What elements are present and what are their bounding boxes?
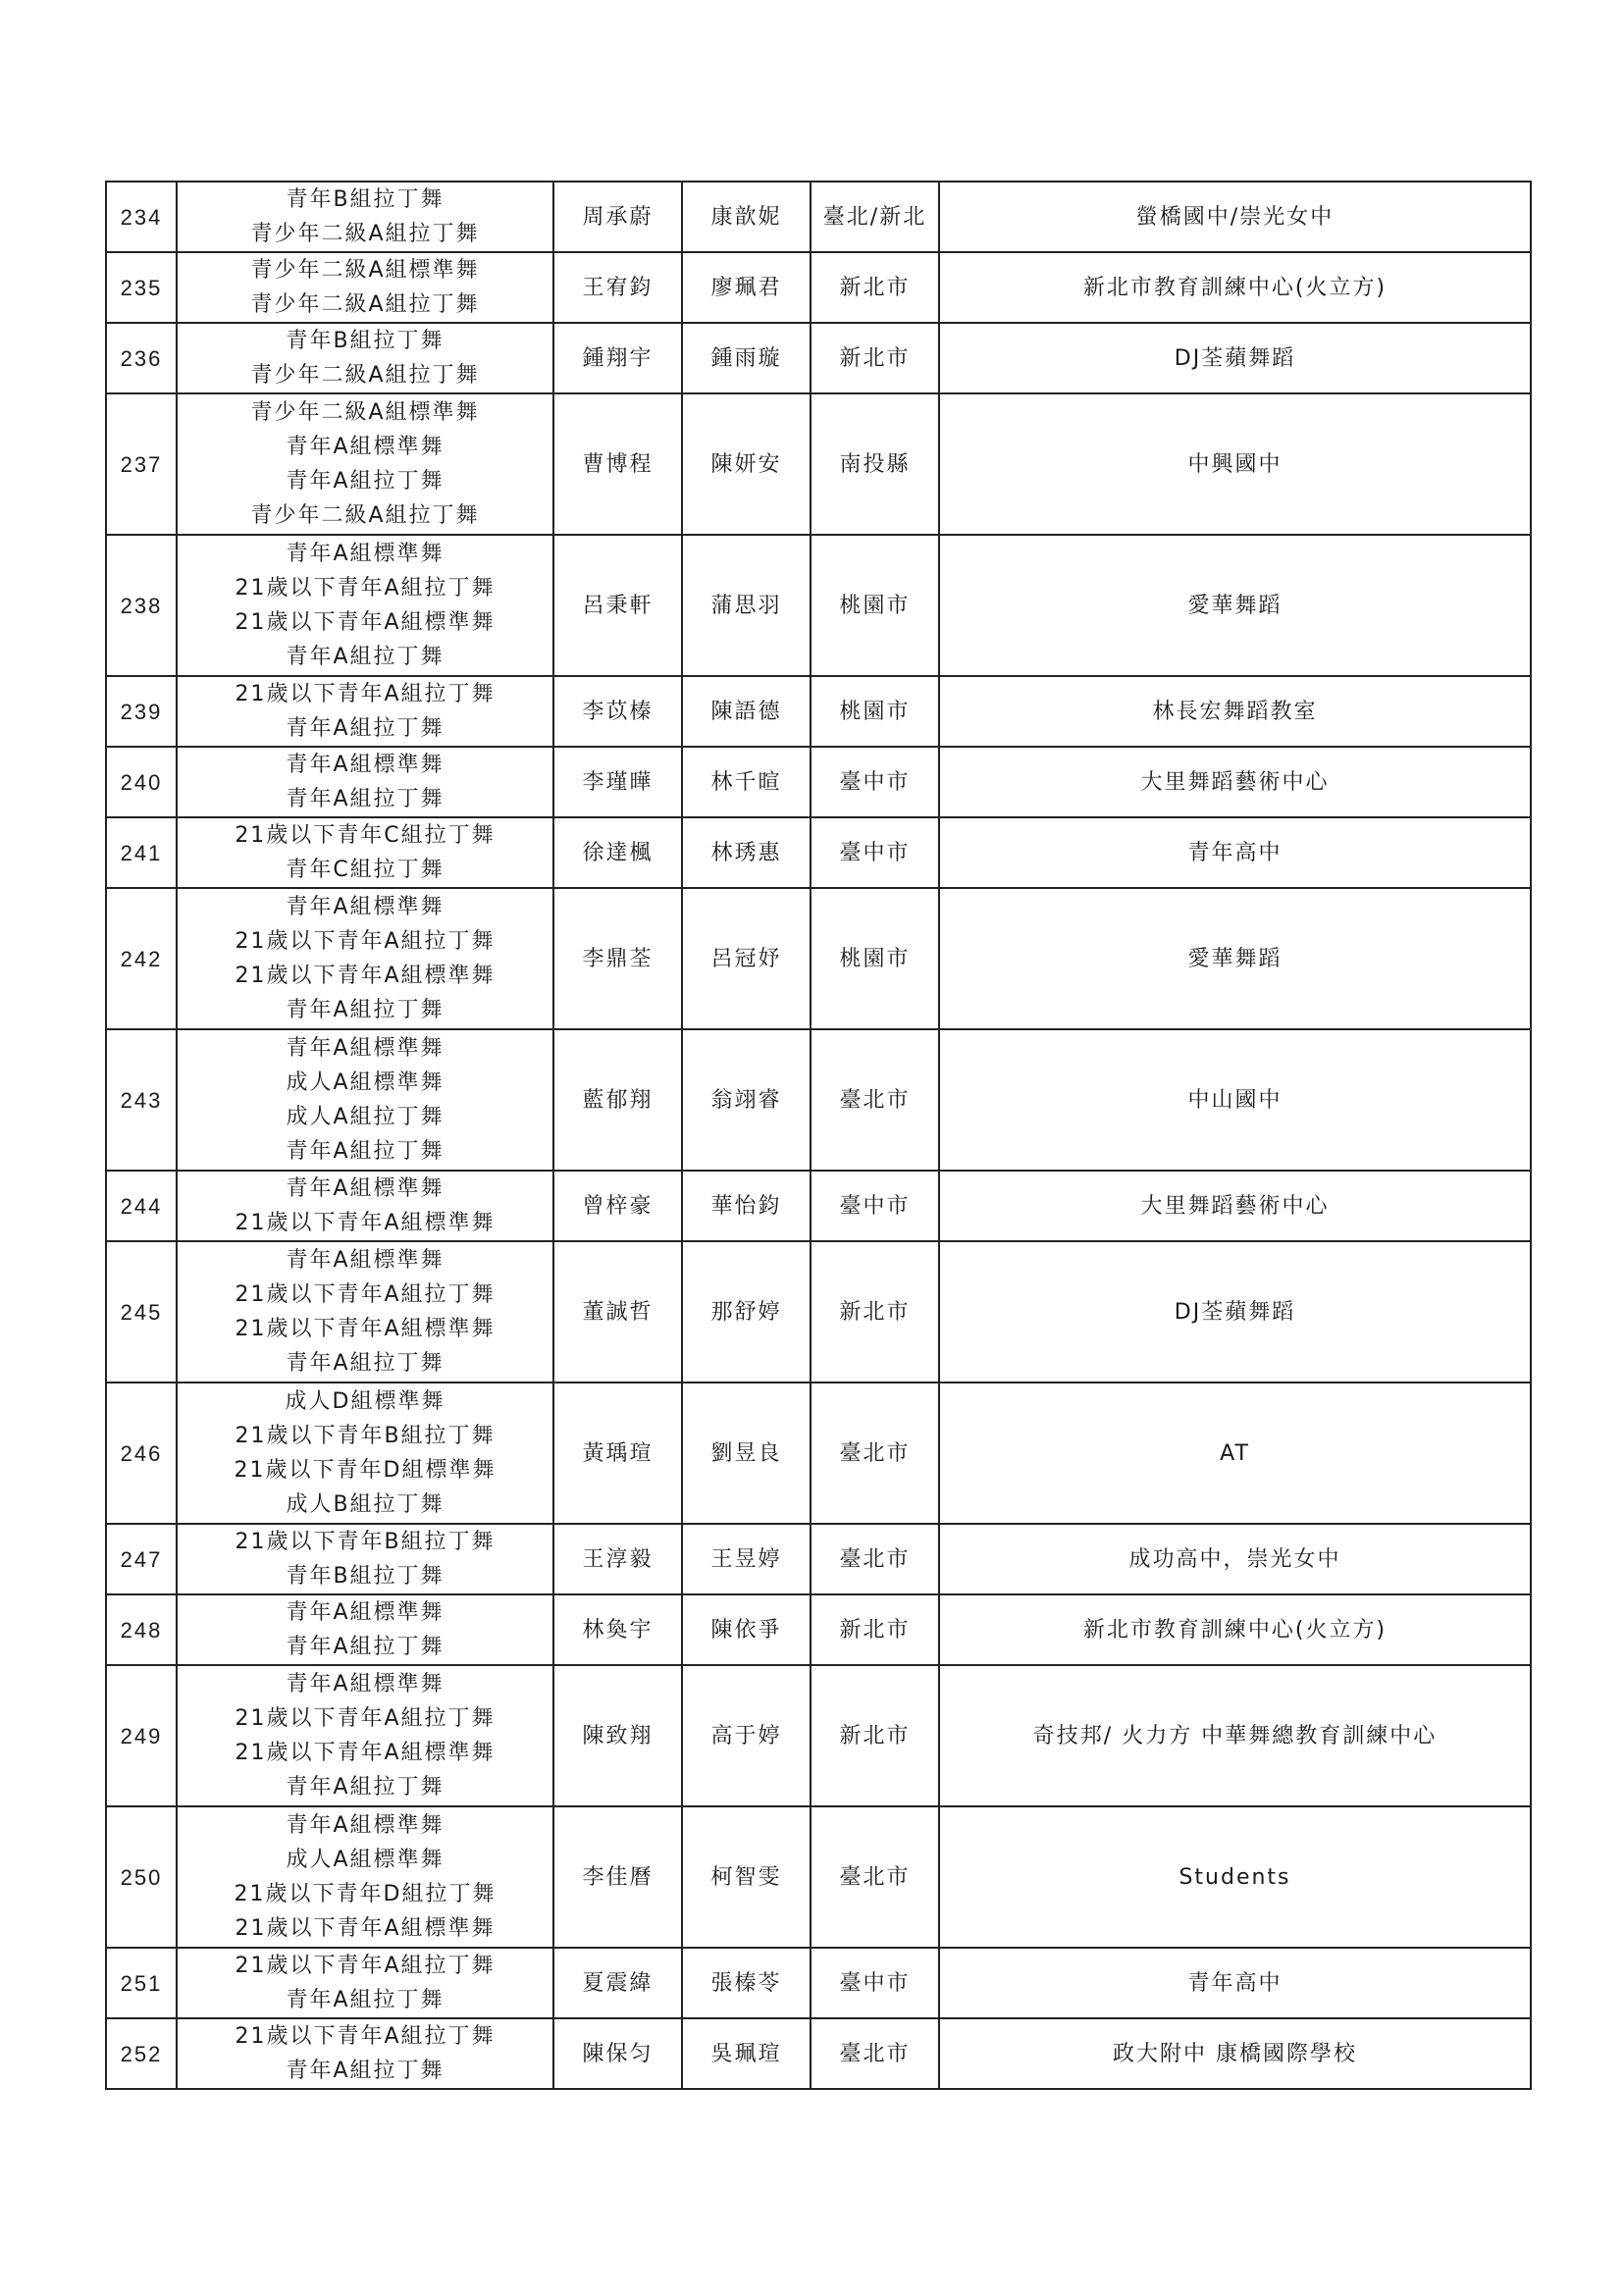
school-cell: AT: [939, 1383, 1531, 1524]
school-cell: 愛華舞蹈: [939, 888, 1531, 1029]
event-line: 青年A組拉丁舞: [286, 2059, 445, 2083]
lead-dancer-cell: 李佳曆: [553, 1806, 682, 1948]
event-line: 青年A組標準舞: [286, 542, 445, 566]
entry-number-cell: 245: [106, 1241, 177, 1383]
event-line: 青年A組標準舞: [286, 1813, 445, 1838]
lead-dancer-cell: 曾梓豪: [553, 1171, 682, 1241]
partner-dancer-cell: 王昱婷: [682, 1524, 811, 1594]
events-cell: [177, 817, 553, 888]
event-line: 青年A組拉丁舞: [286, 787, 445, 811]
city-cell: 南投縣: [811, 393, 939, 535]
city-cell: 臺北市: [811, 1806, 939, 1948]
event-line: 青年A組拉丁舞: [286, 1351, 445, 1376]
city-cell: 桃園市: [811, 676, 939, 747]
event-line: 青年C組拉丁舞: [286, 858, 445, 882]
partner-dancer-cell: 翁翊睿: [682, 1029, 811, 1171]
lead-dancer-cell: 董誠哲: [553, 1241, 682, 1383]
registration-table: [105, 181, 1532, 2090]
event-line: 青少年二級A組拉丁舞: [250, 503, 480, 528]
entry-number-cell: 241: [106, 817, 177, 888]
event-line: 21歲以下青年D組標準舞: [234, 1458, 497, 1483]
partner-dancer-cell: 蒲思羽: [682, 535, 811, 676]
event-line: 21歲以下青年A組拉丁舞: [235, 1282, 496, 1307]
event-line: 青年A組標準舞: [286, 1176, 445, 1201]
school-cell: 奇技邦/ 火力方 中華舞總教育訓練中心: [939, 1665, 1531, 1806]
lead-dancer-cell: 鍾翔宇: [553, 323, 682, 393]
event-line: 21歲以下青年A組標準舞: [235, 610, 496, 635]
entry-number-cell: 237: [106, 393, 177, 535]
school-cell: Students: [939, 1806, 1531, 1948]
events-cell: [177, 1665, 553, 1806]
partner-dancer-cell: 那舒婷: [682, 1241, 811, 1383]
table-row: [106, 1171, 1531, 1241]
city-cell: 新北市: [811, 1594, 939, 1665]
event-line: 21歲以下青年B組拉丁舞: [235, 1530, 496, 1554]
lead-dancer-cell: 陳致翔: [553, 1665, 682, 1806]
lead-dancer-cell: 夏震緯: [553, 1948, 682, 2018]
event-line: 青年A組拉丁舞: [286, 1139, 445, 1164]
lead-dancer-cell: 李苡榛: [553, 676, 682, 747]
school-cell: 螢橋國中/崇光女中: [939, 182, 1531, 252]
school-cell: 大里舞蹈藝術中心: [939, 747, 1531, 817]
city-cell: 臺中市: [811, 747, 939, 817]
city-cell: 新北市: [811, 1665, 939, 1806]
partner-dancer-cell: 林琇惠: [682, 817, 811, 888]
event-line: 21歲以下青年B組拉丁舞: [235, 1424, 496, 1448]
table-row: [106, 1241, 1531, 1383]
events-cell: [177, 1029, 553, 1171]
event-line: 成人A組拉丁舞: [286, 1105, 445, 1129]
partner-dancer-cell: 張榛苓: [682, 1948, 811, 2018]
event-line: 成人B組拉丁舞: [286, 1492, 445, 1517]
table-row: [106, 1806, 1531, 1948]
events-cell: [177, 535, 553, 676]
events-cell: [177, 182, 553, 252]
city-cell: 桃園市: [811, 888, 939, 1029]
partner-dancer-cell: 林千暄: [682, 747, 811, 817]
city-cell: 臺中市: [811, 1171, 939, 1241]
event-line: 青少年二級A組標準舞: [250, 400, 480, 425]
lead-dancer-cell: 李鼎荃: [553, 888, 682, 1029]
lead-dancer-cell: 呂秉軒: [553, 535, 682, 676]
events-cell: [177, 1524, 553, 1594]
event-line: 21歲以下青年A組標準舞: [235, 1741, 496, 1765]
event-line: 21歲以下青年A組標準舞: [235, 1211, 496, 1235]
partner-dancer-cell: 高于婷: [682, 1665, 811, 1806]
event-line: 21歲以下青年A組拉丁舞: [235, 1954, 496, 1978]
table-row: [106, 393, 1531, 535]
partner-dancer-cell: 康歆妮: [682, 182, 811, 252]
events-cell: [177, 676, 553, 747]
event-line: 青少年二級A組標準舞: [250, 258, 480, 283]
table-row: [106, 323, 1531, 393]
city-cell: 臺北市: [811, 2018, 939, 2089]
event-line: 青年A組標準舞: [286, 1036, 445, 1061]
event-line: 青年B組拉丁舞: [286, 187, 445, 212]
city-cell: 臺中市: [811, 817, 939, 888]
events-cell: [177, 252, 553, 323]
event-line: 青年B組拉丁舞: [286, 329, 445, 353]
event-line: 青年A組拉丁舞: [286, 998, 445, 1022]
school-cell: 新北市教育訓練中心(火立方): [939, 252, 1531, 323]
event-line: 21歲以下青年A組拉丁舞: [235, 2024, 496, 2049]
partner-dancer-cell: 華怡鈞: [682, 1171, 811, 1241]
table-row: [106, 817, 1531, 888]
city-cell: 新北市: [811, 1241, 939, 1383]
school-cell: DJ荃蘋舞蹈: [939, 323, 1531, 393]
event-line: 成人A組標準舞: [286, 1848, 445, 1872]
partner-dancer-cell: 陳妍安: [682, 393, 811, 535]
event-line: 青年A組標準舞: [286, 1248, 445, 1273]
table-row: [106, 1524, 1531, 1594]
document-page: [105, 181, 1530, 2090]
events-cell: [177, 888, 553, 1029]
event-line: 21歲以下青年A組拉丁舞: [235, 682, 496, 706]
event-line: 21歲以下青年A組拉丁舞: [235, 576, 496, 600]
lead-dancer-cell: 林奐宇: [553, 1594, 682, 1665]
school-cell: 政大附中 康橋國際學校: [939, 2018, 1531, 2089]
registration-table-body: [106, 182, 1531, 2089]
city-cell: 臺中市: [811, 1948, 939, 2018]
table-row: [106, 1948, 1531, 2018]
lead-dancer-cell: 藍郁翔: [553, 1029, 682, 1171]
entry-number-cell: 251: [106, 1948, 177, 2018]
event-line: 青少年二級A組拉丁舞: [250, 363, 480, 388]
event-line: 青年A組拉丁舞: [286, 716, 445, 741]
school-cell: 中興國中: [939, 393, 1531, 535]
event-line: 青年A組標準舞: [286, 1600, 445, 1625]
entry-number-cell: 252: [106, 2018, 177, 2089]
entry-number-cell: 234: [106, 182, 177, 252]
partner-dancer-cell: 吳珮瑄: [682, 2018, 811, 2089]
event-line: 青年A組標準舞: [286, 753, 445, 777]
city-cell: 臺北市: [811, 1524, 939, 1594]
lead-dancer-cell: 李瑾曄: [553, 747, 682, 817]
event-line: 青年B組拉丁舞: [286, 1564, 445, 1589]
school-cell: 林長宏舞蹈教室: [939, 676, 1531, 747]
events-cell: [177, 747, 553, 817]
events-cell: [177, 1948, 553, 2018]
partner-dancer-cell: 陳語德: [682, 676, 811, 747]
event-line: 21歲以下青年A組拉丁舞: [235, 1706, 496, 1731]
partner-dancer-cell: 陳依爭: [682, 1594, 811, 1665]
entry-number-cell: 238: [106, 535, 177, 676]
school-cell: 青年高中: [939, 1948, 1531, 2018]
entry-number-cell: 250: [106, 1806, 177, 1948]
table-row: [106, 676, 1531, 747]
event-line: 21歲以下青年A組拉丁舞: [235, 929, 496, 954]
event-line: 21歲以下青年A組標準舞: [235, 1916, 496, 1941]
partner-dancer-cell: 柯智雯: [682, 1806, 811, 1948]
events-cell: [177, 1594, 553, 1665]
school-cell: DJ荃蘋舞蹈: [939, 1241, 1531, 1383]
city-cell: 新北市: [811, 323, 939, 393]
partner-dancer-cell: 呂冠妤: [682, 888, 811, 1029]
lead-dancer-cell: 周承蔚: [553, 182, 682, 252]
school-cell: 中山國中: [939, 1029, 1531, 1171]
events-cell: [177, 1806, 553, 1948]
event-line: 成人A組標準舞: [286, 1070, 445, 1095]
entry-number-cell: 235: [106, 252, 177, 323]
entry-number-cell: 236: [106, 323, 177, 393]
entry-number-cell: 242: [106, 888, 177, 1029]
entry-number-cell: 249: [106, 1665, 177, 1806]
school-cell: 青年高中: [939, 817, 1531, 888]
city-cell: 臺北/新北: [811, 182, 939, 252]
event-line: 青年A組拉丁舞: [286, 1988, 445, 2012]
event-line: 21歲以下青年A組標準舞: [235, 964, 496, 988]
lead-dancer-cell: 徐達楓: [553, 817, 682, 888]
city-cell: 臺北市: [811, 1029, 939, 1171]
event-line: 青年A組拉丁舞: [286, 645, 445, 669]
lead-dancer-cell: 王淳毅: [553, 1524, 682, 1594]
event-line: 青年A組拉丁舞: [286, 1775, 445, 1800]
table-row: [106, 252, 1531, 323]
event-line: 青年A組標準舞: [286, 895, 445, 919]
events-cell: [177, 2018, 553, 2089]
event-line: 青年A組拉丁舞: [286, 469, 445, 494]
school-cell: 新北市教育訓練中心(火立方): [939, 1594, 1531, 1665]
lead-dancer-cell: 黃瑀瑄: [553, 1383, 682, 1524]
lead-dancer-cell: 曹博程: [553, 393, 682, 535]
entry-number-cell: 247: [106, 1524, 177, 1594]
entry-number-cell: 244: [106, 1171, 177, 1241]
event-line: 成人D組標準舞: [285, 1389, 445, 1414]
event-line: 青少年二級A組拉丁舞: [250, 222, 480, 246]
partner-dancer-cell: 鍾雨璇: [682, 323, 811, 393]
event-line: 21歲以下青年C組拉丁舞: [235, 823, 496, 848]
entry-number-cell: 248: [106, 1594, 177, 1665]
table-row: [106, 535, 1531, 676]
event-line: 21歲以下青年A組標準舞: [235, 1317, 496, 1341]
event-line: 青年A組標準舞: [286, 435, 445, 459]
table-row: [106, 182, 1531, 252]
table-row: [106, 1383, 1531, 1524]
table-row: [106, 1665, 1531, 1806]
entry-number-cell: 240: [106, 747, 177, 817]
table-row: [106, 888, 1531, 1029]
school-cell: 成功高中，崇光女中: [939, 1524, 1531, 1594]
partner-dancer-cell: 劉昱良: [682, 1383, 811, 1524]
events-cell: [177, 1171, 553, 1241]
entry-number-cell: 246: [106, 1383, 177, 1524]
lead-dancer-cell: 陳保匀: [553, 2018, 682, 2089]
events-cell: [177, 1241, 553, 1383]
table-row: [106, 2018, 1531, 2089]
event-line: 青年A組標準舞: [286, 1672, 445, 1696]
table-row: [106, 1029, 1531, 1171]
table-row: [106, 747, 1531, 817]
entry-number-cell: 239: [106, 676, 177, 747]
city-cell: 臺北市: [811, 1383, 939, 1524]
events-cell: [177, 393, 553, 535]
event-line: 21歲以下青年D組拉丁舞: [234, 1882, 497, 1906]
event-line: 青年A組拉丁舞: [286, 1635, 445, 1659]
event-line: 青少年二級A組拉丁舞: [250, 292, 480, 317]
events-cell: [177, 323, 553, 393]
events-cell: [177, 1383, 553, 1524]
school-cell: 大里舞蹈藝術中心: [939, 1171, 1531, 1241]
city-cell: 桃園市: [811, 535, 939, 676]
entry-number-cell: 243: [106, 1029, 177, 1171]
city-cell: 新北市: [811, 252, 939, 323]
school-cell: 愛華舞蹈: [939, 535, 1531, 676]
table-row: [106, 1594, 1531, 1665]
lead-dancer-cell: 王宥鈞: [553, 252, 682, 323]
partner-dancer-cell: 廖珮君: [682, 252, 811, 323]
